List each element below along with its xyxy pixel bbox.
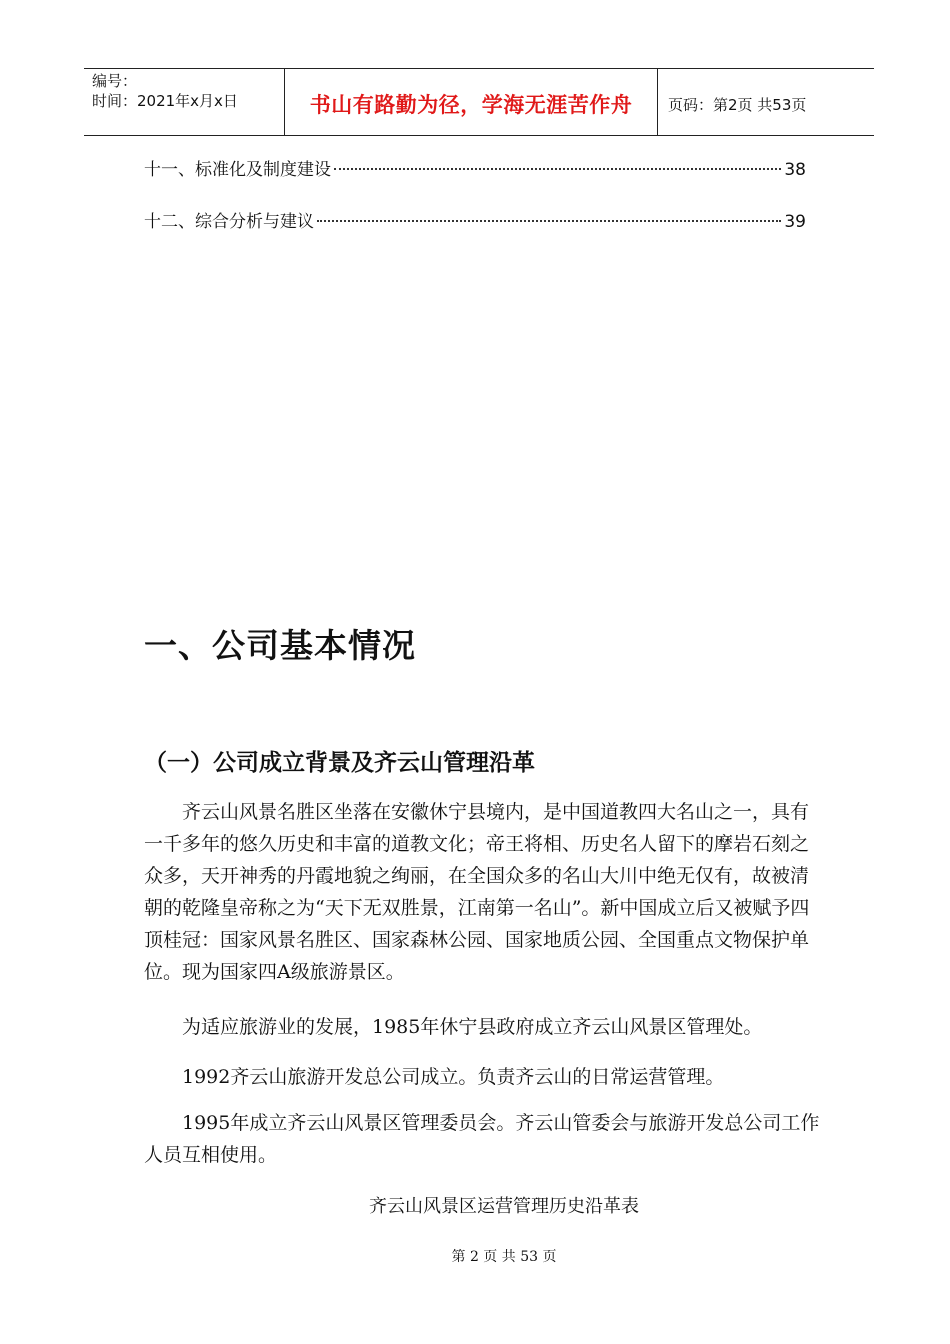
table-caption: 齐云山风景区运营管理历史沿革表 [369, 1196, 639, 1217]
header-motto-cell [284, 69, 658, 135]
header-page-info: 页码：第2页 共53页 [668, 95, 807, 114]
toc-entry-title: 十二、综合分析与建议 [144, 212, 314, 232]
header-meta [84, 69, 284, 135]
body-paragraph: 1992齐云山旅游开发总公司成立。负责齐云山的日常运营管理。 [182, 1066, 725, 1088]
toc-entry-page: 39 [784, 212, 806, 232]
toc-entry-page: 38 [784, 160, 806, 180]
toc-entry[interactable] [144, 158, 806, 182]
page-header [84, 68, 874, 136]
body-paragraph: 为适应旅游业的发展，1985年休宁县政府成立齐云山风景区管理处。 [182, 1016, 763, 1038]
header-number-label: 编号： [92, 72, 138, 90]
header-time: 时间：2021年x月x日 [92, 92, 238, 110]
toc-entry-title: 十一、标准化及制度建设 [144, 160, 331, 180]
toc-entry[interactable] [144, 210, 806, 234]
header-motto: 书山有路勤为径，学海无涯苦作舟 [309, 93, 633, 117]
body-paragraph: 1995年成立齐云山风景区管理委员会。齐云山管委会与旅游开发总公司工作人员互相使用。 [144, 1112, 820, 1166]
header-page-info-cell [658, 69, 874, 135]
section-heading: 一、公司基本情况 [144, 626, 416, 665]
page-footer: 第 2 页 共 53 页 [451, 1249, 557, 1265]
toc-leader-dots [334, 168, 781, 170]
subsection-heading: （一）公司成立背景及齐云山管理沿革 [144, 750, 535, 776]
body-paragraph: 齐云山风景名胜区坐落在安徽休宁县境内，是中国道教四大名山之一，具有一千多年的悠久历史和丰富的道教文化；帝王将相、历史名人留下的摩岩石刻之众多，天开神秀的丹霞地貌之绚丽，在全国众多的名山大川中绝无仅有，故被清朝的乾隆皇帝称之为“天下无双胜景，江南第一名山”。新中国成立后又被赋予四顶桂冠：国家风景名胜区、国家森林公园、国家地质公园、全国重点文物保护单位。现为国家四A级旅游景区。 [144, 801, 810, 983]
toc-leader-dots [317, 220, 781, 222]
